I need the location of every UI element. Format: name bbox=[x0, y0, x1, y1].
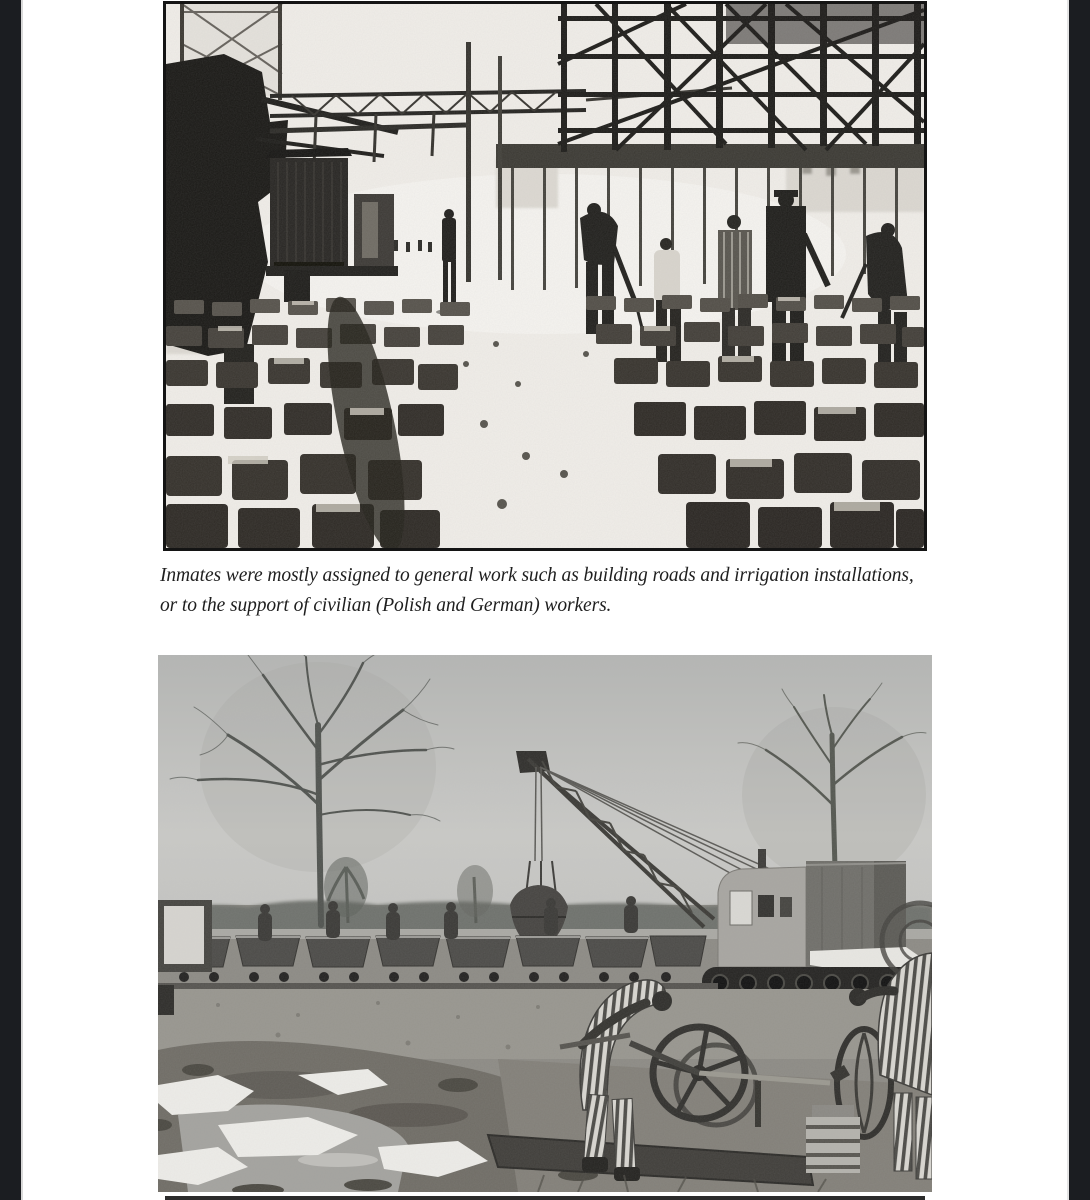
photo-caption bbox=[160, 561, 960, 621]
photo1-scene bbox=[166, 4, 924, 548]
caption-line-2: or to the support of civilian (Polish and German) workers. bbox=[160, 595, 612, 616]
caption-line-1: Inmates were mostly assigned to general work such as building roads and irrigation installations, bbox=[160, 565, 914, 586]
right-page-edge bbox=[1067, 0, 1090, 1200]
photo-excavation-crane bbox=[158, 655, 932, 1192]
photo1-grain bbox=[166, 4, 924, 548]
photo-industrial-construction bbox=[163, 1, 927, 551]
left-page-edge bbox=[0, 0, 23, 1200]
photo2-grain bbox=[158, 655, 932, 1192]
photo2-scene bbox=[158, 655, 932, 1192]
next-photo-top-border bbox=[165, 1196, 925, 1200]
